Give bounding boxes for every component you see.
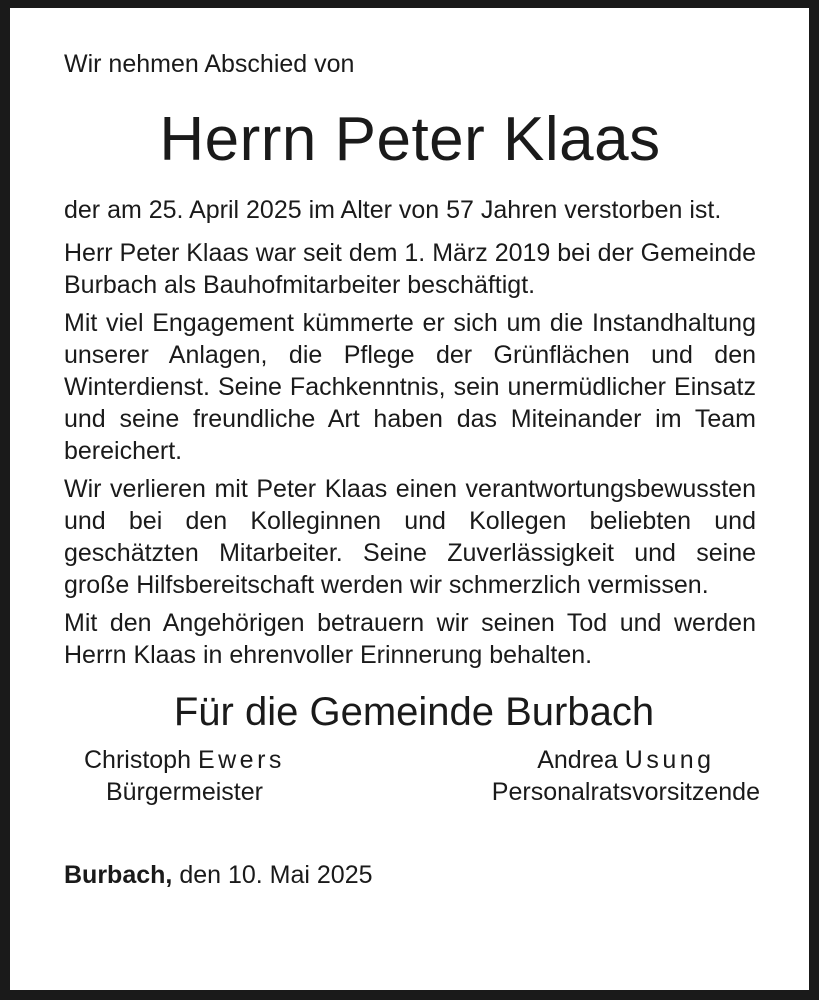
- date: den 10. Mai 2025: [179, 861, 373, 889]
- signatory-name: [84, 744, 285, 776]
- signatory-first-name: Christoph: [84, 746, 191, 774]
- place: Burbach,: [64, 861, 173, 889]
- signatory-staff-council: [492, 744, 760, 808]
- organization-heading: Für die Gemeinde Burbach: [173, 690, 655, 734]
- signatory-first-name: Andrea: [537, 746, 618, 774]
- signatory-last-name: Usung: [624, 746, 715, 774]
- intro-line: Wir nehmen Abschied von: [64, 50, 355, 78]
- obituary-notice: [64, 48, 760, 891]
- signatory-role: Personalratsvorsitzende: [491, 778, 760, 806]
- signatory-last-name: Ewers: [197, 746, 285, 774]
- signatory-mayor: [84, 744, 285, 808]
- signatory-name: [492, 744, 760, 776]
- deceased-name: Herrn Peter Klaas: [159, 105, 661, 174]
- signatory-role: Bürgermeister: [105, 778, 263, 806]
- paragraph-death-date: der am 25. April 2025 im Alter von 57 Jahren verstorben ist.: [64, 196, 722, 224]
- paragraph-duties: Mit viel Engagement kümmerte er sich um die Instandhaltung unserer Anlagen, die Pflege der Grünflächen und den Winterdienst. Seine Fachkenntnis, sein unermüdlicher Einsatz und seine freundliche Art haben das Miteinander im Team bereichert.: [64, 309, 756, 465]
- place-and-date: [64, 859, 756, 891]
- signatures: [64, 744, 760, 808]
- paragraph-employment: Herr Peter Klaas war seit dem 1. März 2019 bei der Gemeinde Burbach als Bauhofmitarbeiter beschäftigt.: [64, 239, 756, 299]
- paragraph-condolence: Mit den Angehörigen betrauern wir seinen Tod und werden Herrn Klaas in ehrenvoller Erinnerung behalten.: [64, 609, 756, 669]
- paragraph-tribute: Wir verlieren mit Peter Klaas einen verantwortungsbewussten und bei den Kolleginnen und Kollegen beliebten und geschätzten Mitarbeiter. Seine Zuverlässigkeit und seine große Hilfsbereitschaft werden wir schmerzlich vermissen.: [64, 475, 756, 599]
